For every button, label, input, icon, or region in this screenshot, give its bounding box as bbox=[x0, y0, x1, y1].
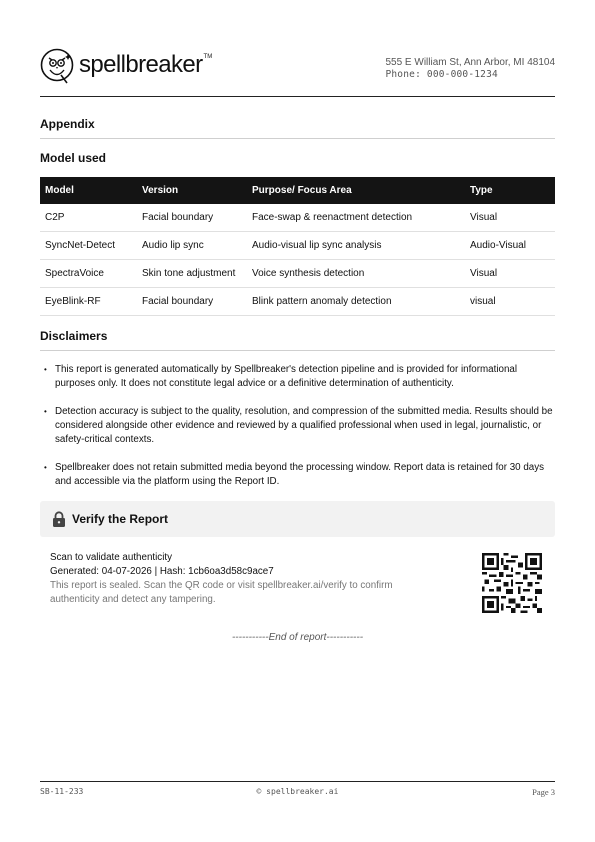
models-table bbox=[40, 177, 555, 316]
page-number: Page 3 bbox=[532, 787, 555, 797]
verify-title: Verify the Report bbox=[72, 512, 169, 526]
cell-purpose: Face-swap & reenactment detection bbox=[247, 204, 465, 232]
cell-version: Skin tone adjustment bbox=[137, 260, 247, 288]
generated-hash: Generated: 04-07-2026 | Hash: 1cb6oa3d58c9ace7 bbox=[50, 566, 274, 577]
brand-name: spellbreaker bbox=[79, 51, 203, 78]
sealed-note-line-1: This report is sealed. Scan the QR code or visit spellbreaker.ai/verify to confirm bbox=[50, 580, 393, 591]
cell-type: Audio-Visual bbox=[465, 232, 555, 260]
cell-version: Facial boundary bbox=[137, 288, 247, 316]
spellbreaker-logo bbox=[40, 48, 212, 84]
phone: Phone: 000-000-1234 bbox=[385, 69, 498, 80]
verify-details bbox=[50, 551, 393, 607]
disclaimer-item: • Spellbreaker does not retain submitted media beyond the processing window. Report data is retained for 30 days and accessible via the platform using the Report ID. bbox=[44, 461, 556, 489]
disclaimer-item: • Detection accuracy is subject to the quality, resolution, and compression of the submitted media. Results should be considered alongside other evidence and reviewed by a qualified professional when used in legal, journalistic, or safety-critical contexts. bbox=[44, 405, 556, 448]
owl-logo-icon bbox=[40, 48, 76, 84]
disclaimers-list bbox=[44, 363, 556, 503]
report-header bbox=[40, 48, 555, 88]
address: 555 E William St, Ann Arbor, MI 48104 bbox=[385, 57, 555, 68]
appendix-title: Appendix bbox=[40, 117, 95, 131]
table-row bbox=[40, 288, 555, 316]
cell-model: EyeBlink-RF bbox=[40, 288, 137, 316]
sealed-note-line-2: authenticity and detect any tampering. bbox=[50, 594, 216, 605]
lock-icon bbox=[52, 511, 66, 527]
table-row bbox=[40, 232, 555, 260]
cell-purpose: Voice synthesis detection bbox=[247, 260, 465, 288]
header-divider bbox=[40, 96, 555, 97]
disclaimer-item: • This report is generated automatically by Spellbreaker's detection pipeline and is provided for informational purposes only. It does not constitute legal advice or a definitive determination of authenticity. bbox=[44, 363, 556, 391]
cell-version: Facial boundary bbox=[137, 204, 247, 232]
cell-type: Visual bbox=[465, 260, 555, 288]
column-header-version: Version bbox=[137, 177, 247, 204]
cell-model: SpectraVoice bbox=[40, 260, 137, 288]
cell-model: C2P bbox=[40, 204, 137, 232]
cell-model: SyncNet-Detect bbox=[40, 232, 137, 260]
footer-divider bbox=[40, 781, 555, 782]
qr-code[interactable] bbox=[482, 553, 542, 613]
table-row bbox=[40, 204, 555, 232]
trademark-mark: TM bbox=[203, 54, 213, 60]
end-of-report: -----------End of report----------- bbox=[231, 632, 364, 643]
disclaimers-title: Disclaimers bbox=[40, 329, 108, 343]
cell-type: Visual bbox=[465, 204, 555, 232]
cell-purpose: Blink pattern anomaly detection bbox=[247, 288, 465, 316]
table-header-row bbox=[40, 177, 555, 204]
table-row bbox=[40, 260, 555, 288]
models-section-title: Model used bbox=[40, 151, 107, 165]
column-header-model: Model bbox=[40, 177, 137, 204]
column-header-purpose: Purpose/ Focus Area bbox=[247, 177, 465, 204]
report-id: SB-11-233 bbox=[40, 787, 84, 796]
cell-version: Audio lip sync bbox=[137, 232, 247, 260]
scan-text: Scan to validate authenticity bbox=[50, 552, 172, 563]
column-header-type: Type bbox=[465, 177, 555, 204]
contact-info bbox=[385, 57, 555, 81]
verify-banner bbox=[40, 501, 555, 537]
appendix-divider bbox=[40, 138, 555, 139]
cell-type: visual bbox=[465, 288, 555, 316]
cell-purpose: Audio-visual lip sync analysis bbox=[247, 232, 465, 260]
disclaimers-divider bbox=[40, 350, 555, 351]
footer-site-link[interactable]: © spellbreaker.ai bbox=[256, 787, 339, 796]
